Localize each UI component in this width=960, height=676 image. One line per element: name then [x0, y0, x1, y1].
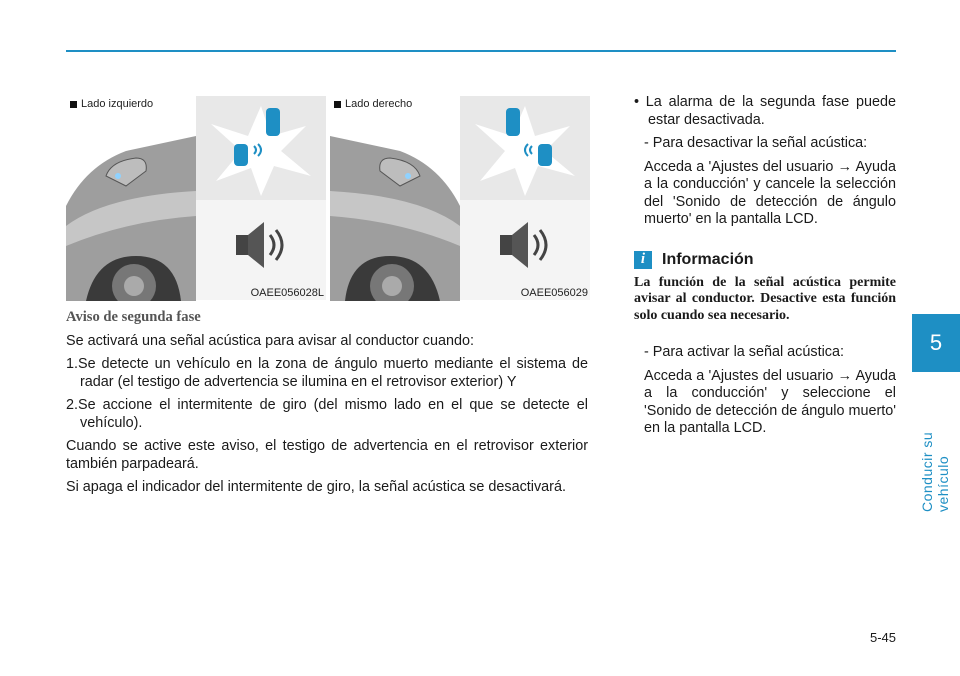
list-item-1: 1.Se detecte un vehículo en la zona de ángulo muerto mediante el sistema de radar (el testigo de advertencia se ilumina en el retrovisor exterior) Y	[66, 356, 588, 390]
bullet-square-icon	[334, 101, 341, 108]
section-heading: Aviso de segunda fase	[66, 309, 201, 325]
figure-label-right: Lado derecho	[334, 98, 412, 110]
info-heading: Información	[662, 250, 754, 268]
page-number: 5-45	[869, 630, 896, 645]
bullet-alarm: • La alarma de la segunda fase puede estar desactivada.	[634, 94, 896, 128]
bullet-square-icon	[70, 101, 77, 108]
speaker-panel	[196, 200, 326, 300]
bsd-top-panel	[196, 96, 326, 200]
figure-left-side	[66, 96, 328, 301]
car-mirror-illustration	[66, 96, 196, 301]
figure-right-side	[330, 96, 592, 301]
left-column	[66, 309, 588, 503]
activate-title: - Para activar la señal acústica:	[644, 344, 844, 360]
chapter-title: Conducir su vehículo	[919, 431, 951, 512]
paragraph-blink: Cuando se active este aviso, el testigo de advertencia en el retrovisor exterior también parpadeará.	[66, 438, 588, 472]
info-icon: i	[634, 251, 652, 269]
right-column	[634, 94, 896, 444]
paragraph-deactivate: Si apaga el indicador del intermitente de giro, la señal acústica se desactivará.	[66, 479, 566, 495]
info-text: La función de la señal acústica permite avisar al conductor. Desactive esta función solo cuando sea necesario.	[634, 274, 896, 323]
chapter-tab: 5	[912, 314, 960, 372]
figure-code-left: OAEE056028L	[250, 287, 324, 299]
figure-code-right: OAEE056029	[520, 287, 588, 299]
car-mirror-illustration	[330, 96, 460, 301]
figure-label-left: Lado izquierdo	[70, 98, 153, 110]
header-rule	[66, 50, 896, 52]
bsd-top-panel	[460, 96, 590, 200]
info-heading-row	[634, 251, 896, 269]
intro-paragraph: Se activará una señal acústica para avisar al conductor cuando:	[66, 332, 474, 349]
deactivate-title: - Para desactivar la señal acústica:	[644, 135, 868, 151]
speaker-panel	[460, 200, 590, 300]
activate-text: Acceda a 'Ajustes del usuario → Ayuda a la conducción' y seleccione el 'Sonido de detección de ángulo muerto' en la pantalla LCD.	[644, 367, 896, 436]
deactivate-text: Acceda a 'Ajustes del usuario → Ayuda a la conducción' y cancele la selección del 'Sonido de detección de ángulo muerto' en la pantalla LCD.	[644, 158, 896, 227]
list-item-2: 2.Se accione el intermitente de giro (del mismo lado en el que se detecte el vehículo).	[66, 397, 588, 431]
